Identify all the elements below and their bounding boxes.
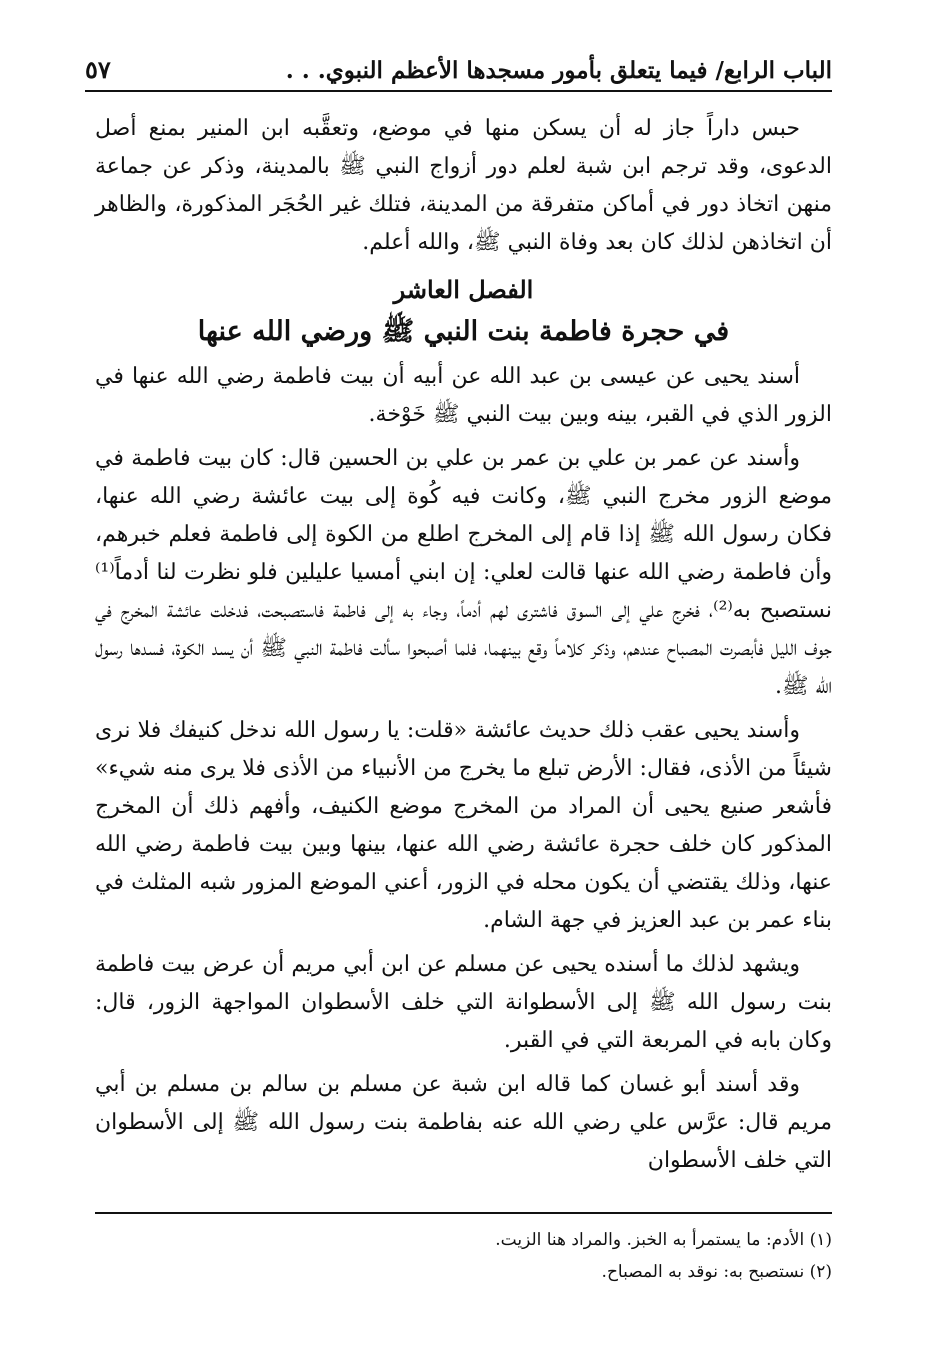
chapter-subheading: في حجرة فاطمة بنت النبي ﷺ ورضي الله عنها bbox=[197, 316, 730, 347]
paragraph: حبس داراً جاز له أن يسكن منها في موضع، وتعقَّبه ابن المنير بمنع أصل الدعوى، وقد ترجم ابن شبة لعلم دور أزواج النبي ﷺ بالمدينة، وذكر عن جماعة منهن اتخاذ دور في أماكن متفرقة من المدينة، فتلك غير الحُجَر المذكورة، والظاهر أن اتخاذهن لذلك كان بعد وفاة النبي ﷺ، والله أعلم. bbox=[95, 116, 832, 255]
body-text bbox=[95, 110, 832, 1180]
running-header-title: الباب الرابع/ فيما يتعلق بأمور مسجدها الأعظم النبوي. . . bbox=[285, 57, 832, 84]
chapter-heading: الفصل العاشر bbox=[393, 275, 534, 304]
footnote: (٢) نستصبح به: نوقد به المصباح. bbox=[601, 1262, 832, 1282]
paragraph: وقد أسند أبو غسان كما قاله ابن شبة عن مسلم بن سالم بن مسلم بن أبي مريم قال: عرَّس علي رضي الله عنه بفاطمة بنت رسول الله ﷺ إلى الأسطوان التي خلف الأسطوان bbox=[95, 1072, 832, 1173]
footnote: (١) الأدم: ما يستمرأ به الخبز. والمراد هنا الزيت. bbox=[495, 1230, 832, 1250]
paragraph: أسند يحيى عن عيسى بن عبد الله عن أبيه أن بيت فاطمة رضي الله عنها في الزور الذي في القبر، بينه وبين بيت النبي ﷺ خَوْخة. bbox=[95, 364, 832, 427]
running-header bbox=[85, 50, 832, 92]
paragraph: وأسند عن عمر بن علي بن عمر بن علي بن الحسين قال: كان بيت فاطمة في موضع الزور مخرج النبي ﷺ، وكانت فيه كُوة إلى بيت عائشة رضي الله عنها، فكان رسول الله ﷺ إذا قام إلى المخرج اطلع من الكوة إلى فاطمة فعلم خبرهم، وأن فاطمة رضي الله عنها قالت لعلي: إن ابني أمسيا عليلين فلو نظرت لنا أدماً⁽¹⁾ نستصبح به⁽²⁾، فخرج علي إلى السوق فاشترى لهم أدماً، وجاء به إلى فاطمة فاستصبحت، فدخلت عائشة المخرج في جوف الليل فأبصرت المصباح عندهم، وذكر كلاماً وقع بينهما، فلما أصبحوا سألت فاطمة النبي ﷺ أن يسد الكوة، فسدها رسول الله ﷺ. bbox=[95, 446, 832, 699]
page-number: ٥٧ bbox=[85, 55, 111, 84]
footnotes bbox=[95, 1212, 832, 1288]
paragraph: وأسند يحيى عقب ذلك حديث عائشة «قلت: يا رسول الله ندخل كنيفك فلا نرى شيئاً من الأذى، فقال: الأرض تبلع ما يخرج من الأنبياء من الأذى فلا يرى منه شيء» فأشعر صنيع يحيى أن المراد من المخرج موضع الكنيف، وأفهم ذلك أن المخرج المذكور كان خلف حجرة عائشة رضي الله عنها، بينها وبين بيت فاطمة رضي الله عنها، وذلك يقتضي أن يكون محله في الزور، أعني الموضع المزور شبه المثلث في بناء عمر بن عبد العزيز في جهة الشام. bbox=[95, 718, 832, 933]
paragraph: ويشهد لذلك ما أسنده يحيى عن مسلم عن ابن أبي مريم أن عرض بيت فاطمة بنت رسول الله ﷺ إلى الأسطوانة التي خلف الأسطوان المواجهة الزور، قال: وكان بابه في المربعة التي في القبر. bbox=[95, 952, 832, 1053]
